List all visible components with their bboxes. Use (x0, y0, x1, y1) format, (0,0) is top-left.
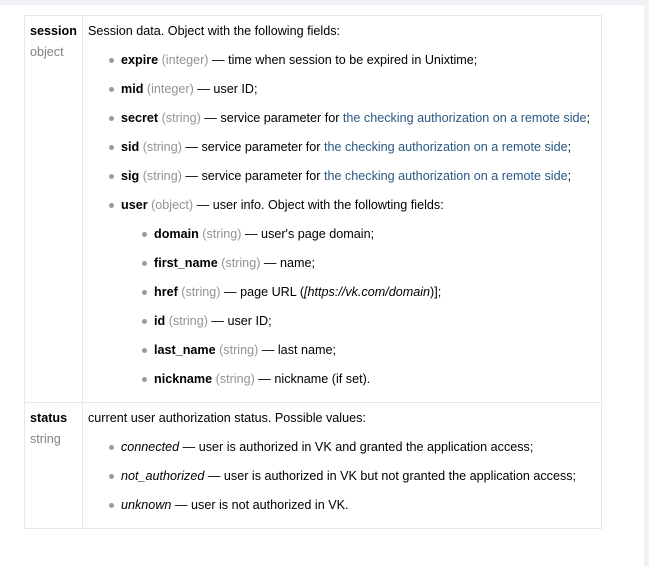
value-name: not_authorized (121, 469, 205, 483)
field-desc: — user's page domain; (241, 227, 375, 241)
field-type: (string) (161, 111, 201, 125)
field-name: domain (154, 227, 199, 241)
field-type: (string) (215, 372, 255, 386)
field-name: first_name (154, 256, 218, 270)
field-suffix: ; (567, 140, 572, 154)
field-type: (string) (168, 314, 208, 328)
table-row-session (25, 16, 602, 403)
field-type: (string) (142, 140, 182, 154)
param-type: string (30, 432, 61, 446)
field-desc: — last name; (258, 343, 336, 357)
field-desc: — page URL ( (220, 285, 305, 299)
field-type: (string) (142, 169, 182, 183)
value-name: unknown (121, 498, 172, 512)
param-intro: Session data. Object with the following fields: (88, 24, 341, 38)
top-bar (0, 0, 649, 5)
field-type: (object) (151, 198, 194, 212)
list-item (121, 437, 593, 458)
field-name: expire (121, 53, 159, 67)
field-name: nickname (154, 372, 213, 386)
list-item (154, 224, 593, 245)
subfield-list (121, 224, 593, 390)
list-item (121, 466, 593, 487)
field-name: user (121, 198, 148, 212)
param-type: object (30, 45, 64, 59)
field-name: sig (121, 169, 140, 183)
list-item (154, 340, 593, 361)
value-list (88, 437, 593, 516)
field-type: (string) (181, 285, 221, 299)
value-desc: — user is authorized in VK but not granted the application access; (204, 469, 577, 483)
field-desc: — user info. Object with the followting fields: (193, 198, 444, 212)
list-item (121, 166, 593, 187)
field-suffix: ; (586, 111, 591, 125)
field-suffix: ; (567, 169, 572, 183)
field-name: href (154, 285, 178, 299)
scrollbar-track[interactable] (644, 0, 649, 567)
field-type: (string) (221, 256, 261, 270)
field-name: mid (121, 82, 144, 96)
url-example: [https://vk.com/domain (304, 285, 431, 299)
remote-auth-link[interactable]: the checking authorization on a remote side (342, 111, 587, 125)
field-desc: — user ID; (193, 82, 258, 96)
param-cell (25, 403, 83, 529)
param-name: status (30, 411, 68, 425)
list-item (154, 369, 593, 390)
list-item (121, 79, 593, 100)
field-name: secret (121, 111, 159, 125)
remote-auth-link[interactable]: the checking authorization on a remote side (323, 169, 568, 183)
field-type: (integer) (146, 82, 194, 96)
field-desc: — service parameter for (181, 140, 324, 154)
field-desc: — user ID; (207, 314, 272, 328)
list-item (121, 195, 593, 390)
parameters-table (24, 15, 602, 529)
field-list (88, 50, 593, 390)
field-name: id (154, 314, 166, 328)
list-item (154, 253, 593, 274)
field-type: (integer) (161, 53, 209, 67)
list-item (154, 282, 593, 303)
value-name: connected (121, 440, 180, 454)
param-name: session (30, 24, 77, 38)
param-cell (25, 16, 83, 403)
remote-auth-link[interactable]: the checking authorization on a remote side (323, 140, 568, 154)
field-desc: — time when session to be expired in Unixtime; (208, 53, 478, 67)
field-type: (string) (202, 227, 242, 241)
list-item (121, 137, 593, 158)
field-desc: — service parameter for (181, 169, 324, 183)
field-desc: — nickname (if set). (254, 372, 371, 386)
list-item (121, 108, 593, 129)
list-item (121, 495, 593, 516)
field-type: (string) (219, 343, 259, 357)
list-item (121, 50, 593, 71)
field-suffix: )]; (430, 285, 442, 299)
description-cell (83, 16, 602, 403)
field-desc: — name; (260, 256, 315, 270)
value-desc: — user is authorized in VK and granted the application access; (179, 440, 534, 454)
table-row-status (25, 403, 602, 529)
description-cell (83, 403, 602, 529)
field-name: sid (121, 140, 140, 154)
value-desc: — user is not authorized in VK. (171, 498, 349, 512)
field-name: last_name (154, 343, 216, 357)
param-intro: current user authorization status. Possible values: (88, 411, 366, 425)
field-desc: — service parameter for (200, 111, 343, 125)
list-item (154, 311, 593, 332)
